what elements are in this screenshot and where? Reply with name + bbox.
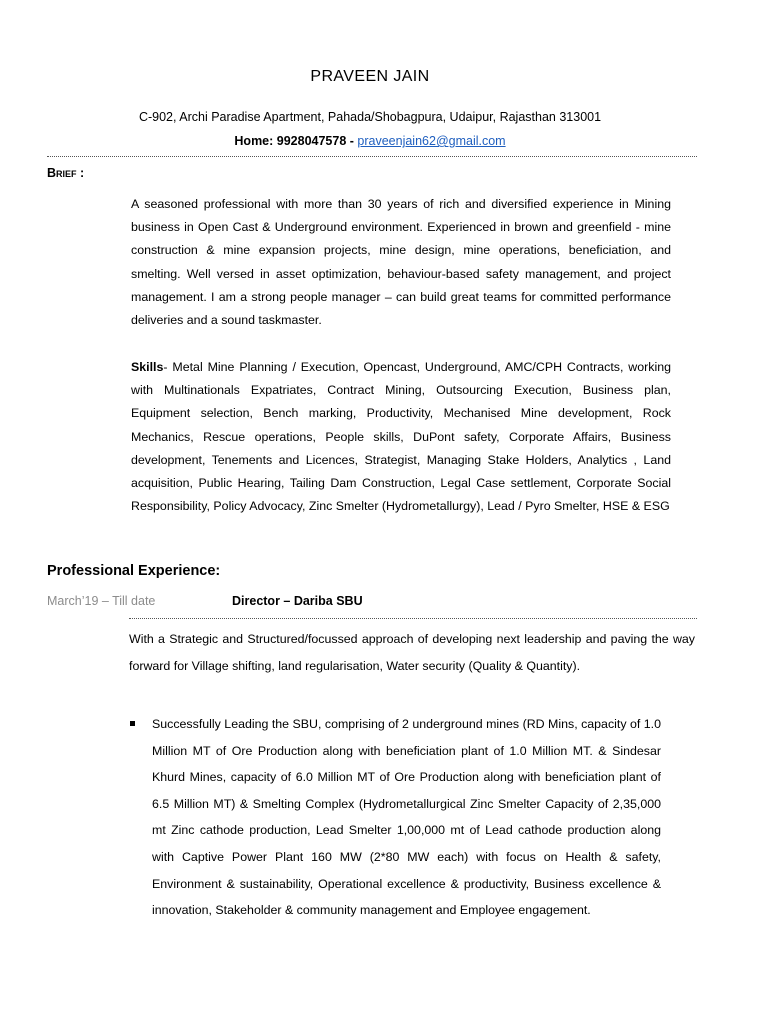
candidate-name: PRAVEEN JAIN <box>310 68 430 85</box>
professional-experience-heading: Professional Experience: <box>47 563 221 579</box>
contact-line <box>0 134 740 148</box>
phone-label: Home: 9928047578 - <box>234 134 358 148</box>
experience-divider <box>129 618 697 619</box>
experience-role: Director – Dariba SBU <box>232 594 363 608</box>
header-divider <box>47 156 697 157</box>
brief-paragraph: A seasoned professional with more than 30 years of rich and diversified experience in Mining business in Open Cast & Underground environment. Experienced in brown and greenfield - mine construction & mine expansion projects, mine design, mine operations, beneficiation, and smelting. Well versed in asset optimization, behaviour-based safety management, and project management. I am a strong people manager – can build great teams for committed performance deliveries and a sound taskmaster. <box>131 197 671 328</box>
skills-list: - Metal Mine Planning / Execution, Opencast, Underground, AMC/CPH Contracts, working with Multinationals Expatriates, Contract Mining, Outsourcing Execution, Business plan, Equipment selection, Bench marking, Productivity, Mechanised Mine development, Rock Mechanics, Rescue operations, People skills, DuPont safety, Corporate Affairs, Business development, Tenements and Licences, Strategist, Managing Stake Holders, Analytics , Land acquisition, Public Hearing, Tailing Dam Construction, Legal Case settlement, Corporate Social Responsibility, Policy Advocacy, Zinc Smelter (Hydrometallurgy), Lead / Pyro Smelter, HSE & ESG <box>131 360 671 514</box>
skills-paragraph <box>131 356 671 518</box>
email-link[interactable]: praveenjain62@gmail.com <box>357 134 506 148</box>
experience-intro: With a Strategic and Structured/focussed approach of developing next leadership and paving the way forward for Village shifting, land regularisation, Water security (Quality & Quantity). <box>129 632 695 673</box>
experience-date-range: March’19 – Till date <box>47 594 156 608</box>
brief-heading: Brief : <box>47 166 85 180</box>
address-line: C-902, Archi Paradise Apartment, Pahada/Shobagpura, Udaipur, Rajasthan 313001 <box>138 110 602 124</box>
experience-bullet-list <box>129 711 661 924</box>
square-bullet-icon <box>130 721 135 726</box>
skills-label: Skills <box>131 360 164 374</box>
list-item <box>129 711 661 924</box>
bullet-text: Successfully Leading the SBU, comprising of 2 underground mines (RD Mins, capacity of 1.0 Million MT of Ore Production along with beneficiation plant of 1.0 Million MT. & Sindesar Khurd Mines, capacity of 6.0 Million MT of Ore Production along with beneficiation plant of 6.5 Million MT) & Smelting Complex (Hydrometallurgical Zinc Smelter Capacity of 2,35,000 mt Zinc cathode production, Lead Smelter 1,00,000 mt of Lead cathode production along with Captive Power Plant 160 MW (2*80 MW each) with focus on Health & safety, Environment & sustainability, Operational excellence & productivity, Business excellence & innovation, Stakeholder & community management and Employee engagement. <box>152 717 661 918</box>
